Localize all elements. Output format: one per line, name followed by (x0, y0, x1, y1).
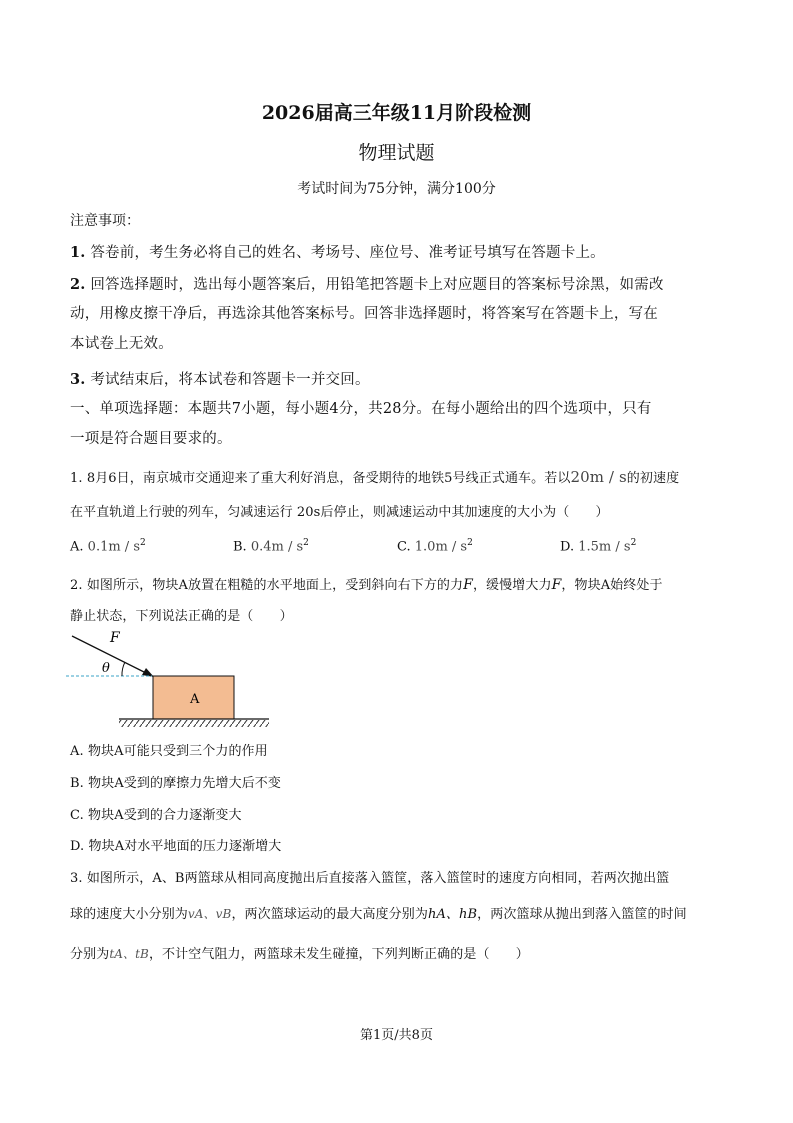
q1-option-c (397, 538, 473, 554)
q3-height-symbols: hA、hB (427, 907, 478, 922)
notice-num: 3. (70, 371, 86, 388)
question-3-line-3 (70, 943, 529, 962)
question-3-line-2 (70, 903, 687, 922)
option-value: 1.5m / s (578, 539, 631, 555)
q2-option-a: A. 物块A可能只受到三个力的作用 (70, 744, 268, 759)
section-heading: 一、单项选择题：本题共7小题，每小题4分，共28分。在每小题给出的四个选项中，只有 (70, 401, 652, 417)
option-sup: 2 (140, 538, 146, 548)
q3-text: ，两次篮球从抛出到落入篮筐的时间 (477, 907, 687, 922)
exam-title: 2026届高三年级11月阶段检测 (261, 102, 532, 124)
option-label: D. (560, 539, 575, 555)
angle-arc (122, 662, 125, 676)
q1-option-a (70, 538, 146, 554)
q3-time-symbols: tA、tB (109, 947, 149, 961)
notice-text: 回答选择题时，选出每小题答案后，用铅笔把答题卡上对应题目的答案标号涂黑，如需改 (90, 277, 664, 293)
option-label: A. (70, 539, 84, 555)
notice-text: 答卷前，考生务必将自己的姓名、考场号、座位号、准考证号填写在答题卡上。 (90, 245, 605, 261)
q2-text: ，物块A始终处于 (561, 578, 663, 593)
page-number: 第1页/共8页 (360, 1028, 433, 1043)
notice-text: 本试卷上无效。 (70, 336, 173, 352)
option-value: 0.4m / s (250, 539, 304, 555)
q1-text: 1. 8月6日，南京城市交通迎来了重大利好消息，备受期待的地铁5号线正式通车。若以 (70, 471, 571, 486)
option-value: 0.1m / s (87, 539, 140, 555)
block-label: A (190, 692, 200, 707)
notice-item-2 (70, 273, 664, 294)
q3-text: 球的速度大小分别为 (70, 907, 188, 922)
section-heading-cont: 一项是符合题目要求的。 (70, 431, 232, 447)
option-sup: 2 (467, 538, 473, 548)
q2-option-b: B. 物块A受到的摩擦力先增大后不变 (70, 776, 282, 791)
ground-hatch (119, 720, 269, 727)
option-label: C. (397, 539, 411, 555)
option-sup: 2 (303, 538, 309, 548)
question-3-line-1: 3. 如图所示，A、B两篮球从相同高度抛出后直接落入篮筐，落入篮筐时的速度方向相同，若两次抛出篮 (70, 871, 670, 886)
notice-item-3 (70, 368, 370, 389)
q3-text: ，不计空气阻力，两篮球未发生碰撞，下列判断正确的是（ ） (148, 947, 529, 962)
notice-text: 考试结束后，将本试卷和答题卡一并交回。 (90, 372, 370, 388)
q2-force-symbol: F (551, 577, 562, 593)
option-value: 1.0m / s (414, 539, 468, 555)
question-2-line-1 (70, 574, 663, 593)
option-sup: 2 (630, 538, 637, 548)
q2-figure (64, 628, 284, 733)
angle-label: θ (102, 661, 110, 676)
notice-num: 1. (70, 244, 86, 261)
q3-velocity-symbols: vA、vB (187, 907, 232, 921)
q1-option-b (233, 538, 309, 554)
q3-text: ，两次篮球运动的最大高度分别为 (231, 907, 428, 922)
q2-force-symbol: F (463, 577, 473, 593)
q2-text: 2. 如图所示，物块A放置在粗糙的水平地面上，受到斜向右下方的力 (70, 578, 464, 593)
q3-text: 分别为 (70, 947, 110, 962)
exam-subtitle: 物理试题 (358, 142, 435, 164)
option-label: B. (233, 539, 247, 555)
q2-option-d: D. 物块A对水平地面的压力逐渐增大 (70, 839, 282, 854)
q1-text: 的初速度 (626, 471, 680, 486)
question-2-line-2: 静止状态，下列说法正确的是（ ） (70, 609, 293, 624)
notice-heading: 注意事项： (70, 213, 140, 229)
force-label: F (110, 630, 120, 646)
q2-option-c: C. 物块A受到的合力逐渐变大 (70, 808, 242, 823)
time-note: 考试时间为75分钟，满分100分 (297, 181, 496, 197)
notice-text: 动，用橡皮擦干净后，再选涂其他答案标号。回答非选择题时，将答案写在答题卡上，写在 (70, 306, 658, 322)
notice-item-1 (70, 241, 605, 262)
question-1-line-1 (70, 467, 679, 486)
q1-option-d (560, 538, 636, 554)
q2-text: ，缓慢增大力 (472, 578, 552, 593)
notice-num: 2. (70, 276, 86, 293)
q1-speed: 20m / s (570, 468, 627, 486)
question-1-line-2: 在平直轨道上行驶的列车，匀减速运行 20s后停止，则减速运动中其加速度的大小为（ ） (70, 505, 609, 520)
